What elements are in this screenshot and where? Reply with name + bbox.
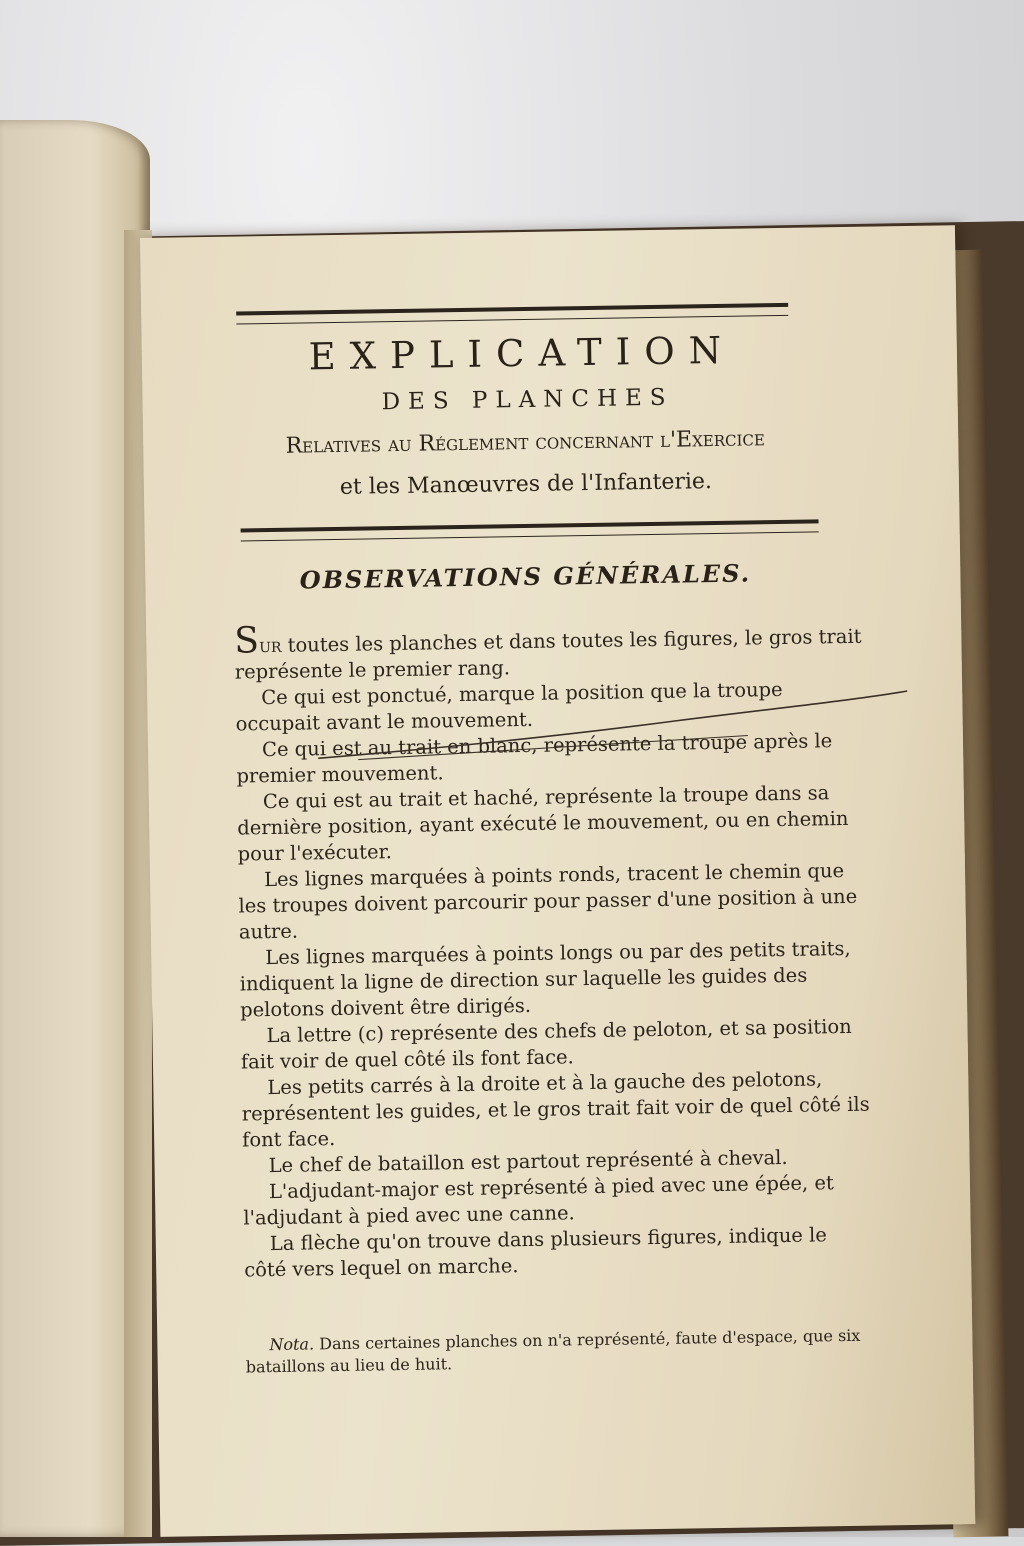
paragraph: Les lignes marquées à points longs ou par des petits traits, indiquent la ligne de direction sur laquelle les guides des pelotons doivent être dirigés. bbox=[239, 936, 851, 1022]
paragraph: L'adjudant-major est représenté à pied avec une épée, et l'adjudant à pied avec une canne. bbox=[243, 1171, 834, 1230]
section-title: OBSERVATIONS GÉNÉRALES. bbox=[299, 558, 752, 595]
heading-line-1: Relatives au Réglement concernant l'Exercice bbox=[285, 426, 766, 459]
page-title: EXPLICATION bbox=[308, 328, 736, 379]
paragraph: Les petits carrés à la droite et à la gauche des pelotons, représentent les guides, et le gros trait fait voir de quel côté ils font face. bbox=[241, 1067, 870, 1152]
nota-text: Nota. Dans certaines planches on n'a représenté, faute d'espace, que six bataillons au lieu de huit. bbox=[245, 1325, 861, 1377]
page-subtitle: DES PLANCHES bbox=[381, 384, 674, 416]
paragraph: La lettre (c) représente des chefs de peloton, et sa position fait voir de quel côté ils font face. bbox=[240, 1014, 852, 1074]
paragraph: La flèche qu'on trouve dans plusieurs figures, indique le côté vers lequel on marche. bbox=[244, 1223, 827, 1282]
paragraph: Ce qui est au trait et haché, représente la troupe dans sa dernière position, ayant exécuté le mouvement, ou en chemin pour l'exécuter. bbox=[237, 781, 849, 866]
paragraph: Les lignes marquées à points ronds, tracent le chemin que les troupes doivent parcourir pour passer d'une position à une autre. bbox=[238, 859, 858, 944]
paragraph: Sur toutes les planches et dans toutes les figures, le gros trait représente le premier rang. bbox=[234, 620, 862, 684]
right-page bbox=[140, 225, 975, 1537]
drop-cap: S bbox=[234, 620, 260, 662]
middle-double-rule bbox=[241, 519, 819, 541]
paragraph: Ce qui est au trait en blanc, représente la troupe après le premier mouvement. bbox=[236, 729, 833, 788]
heading-line-2: et les Manœuvres de l'Infanterie. bbox=[339, 469, 713, 500]
paragraph: Ce qui est ponctué, marque la position que la troupe occupait avant le mouvement. bbox=[235, 677, 783, 736]
top-double-rule bbox=[236, 303, 788, 325]
paragraph: Le chef de bataillon est partout représenté à cheval. bbox=[268, 1145, 788, 1178]
pen-strike-mark bbox=[297, 681, 918, 771]
